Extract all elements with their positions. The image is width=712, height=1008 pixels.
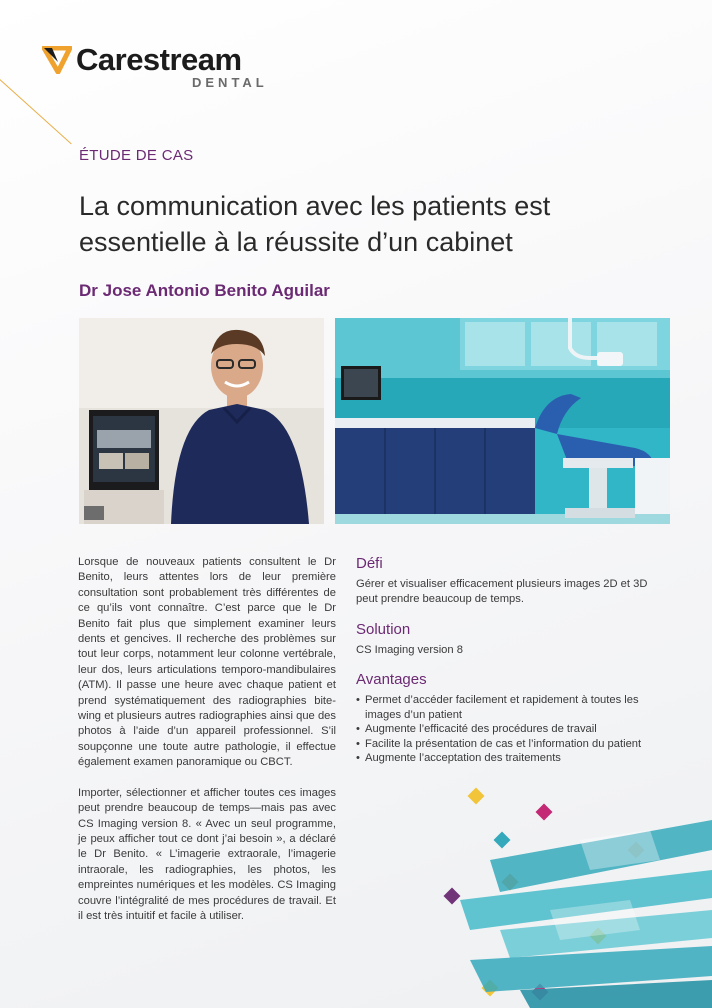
logo-mark-icon xyxy=(42,46,72,74)
author-name: Dr Jose Antonio Benito Aguilar xyxy=(79,281,330,300)
list-item: • Permet d’accéder facilement et rapidement à toutes les images d’un patient xyxy=(356,693,666,722)
article-body xyxy=(78,555,336,939)
list-item: • Augmente l’efficacité des procédures de travail xyxy=(356,722,666,737)
defi-text: Gérer et visualiser efficacement plusieurs images 2D et 3D peut prendre beaucoup de temps. xyxy=(356,578,648,606)
avantages-list xyxy=(356,693,666,766)
logo-subtitle: DENTAL xyxy=(192,75,268,90)
logo-wordmark: Carestream xyxy=(76,42,242,77)
solution-text: CS Imaging version 8 xyxy=(356,643,463,656)
article-paragraph-1: Lorsque de nouveaux patients consultent le Dr Benito, leurs attentes lors de leur première consultation sont probablement très différentes de ce qu’ils vont connaître. C’est parce que le Dr Benito fait plus que simplement examiner leurs dents et gencives. Il recherche des problèmes sur tout leur corps, notamment leur colonne vertébrale, leur dos, leurs articulations temporo-mandibulaires (ATM). Il passe une heure avec chaque patient et prend systématiquement des radiographies bite-wing et plusieurs autres radiographies ainsi que des photos à l’aide d’un appareil professionnel. S’il soupçonne une toute autre pathologie, il effectue également examen panoramique ou CBCT. xyxy=(78,556,336,769)
list-item: • Augmente l’acceptation des traitements xyxy=(356,751,666,766)
avantages-heading: Avantages xyxy=(356,671,427,689)
carestream-logo xyxy=(42,42,282,94)
summary-panel xyxy=(356,555,666,766)
clinic-photo xyxy=(335,318,670,524)
doc-category: ÉTUDE DE CAS xyxy=(79,147,194,164)
defi-heading: Défi xyxy=(356,555,383,572)
decorative-mosaic xyxy=(430,780,712,1008)
page-title: La communication avec les patients est essentielle à la réussite d’un cabinet xyxy=(79,191,551,257)
list-item: • Facilite la présentation de cas et l’information du patient xyxy=(356,737,666,752)
doctor-photo xyxy=(79,318,324,524)
article-paragraph-2: Importer, sélectionner et afficher toutes ces images peut prendre beaucoup de temps—mais pas avec CS Imaging version 8. « Avec un seul programme, je peux afficher tout ce dont j’ai besoin », a déclaré le Dr Benito. « L’imagerie extraorale, l’imagerie intraorale, les radiographies, les photos, les empreintes numériques et les modèles. CS Imaging couvre l’intégralité de mes procédures de travail. Et il est très intuitif et facile à utiliser. xyxy=(78,786,336,922)
solution-heading: Solution xyxy=(356,620,411,638)
